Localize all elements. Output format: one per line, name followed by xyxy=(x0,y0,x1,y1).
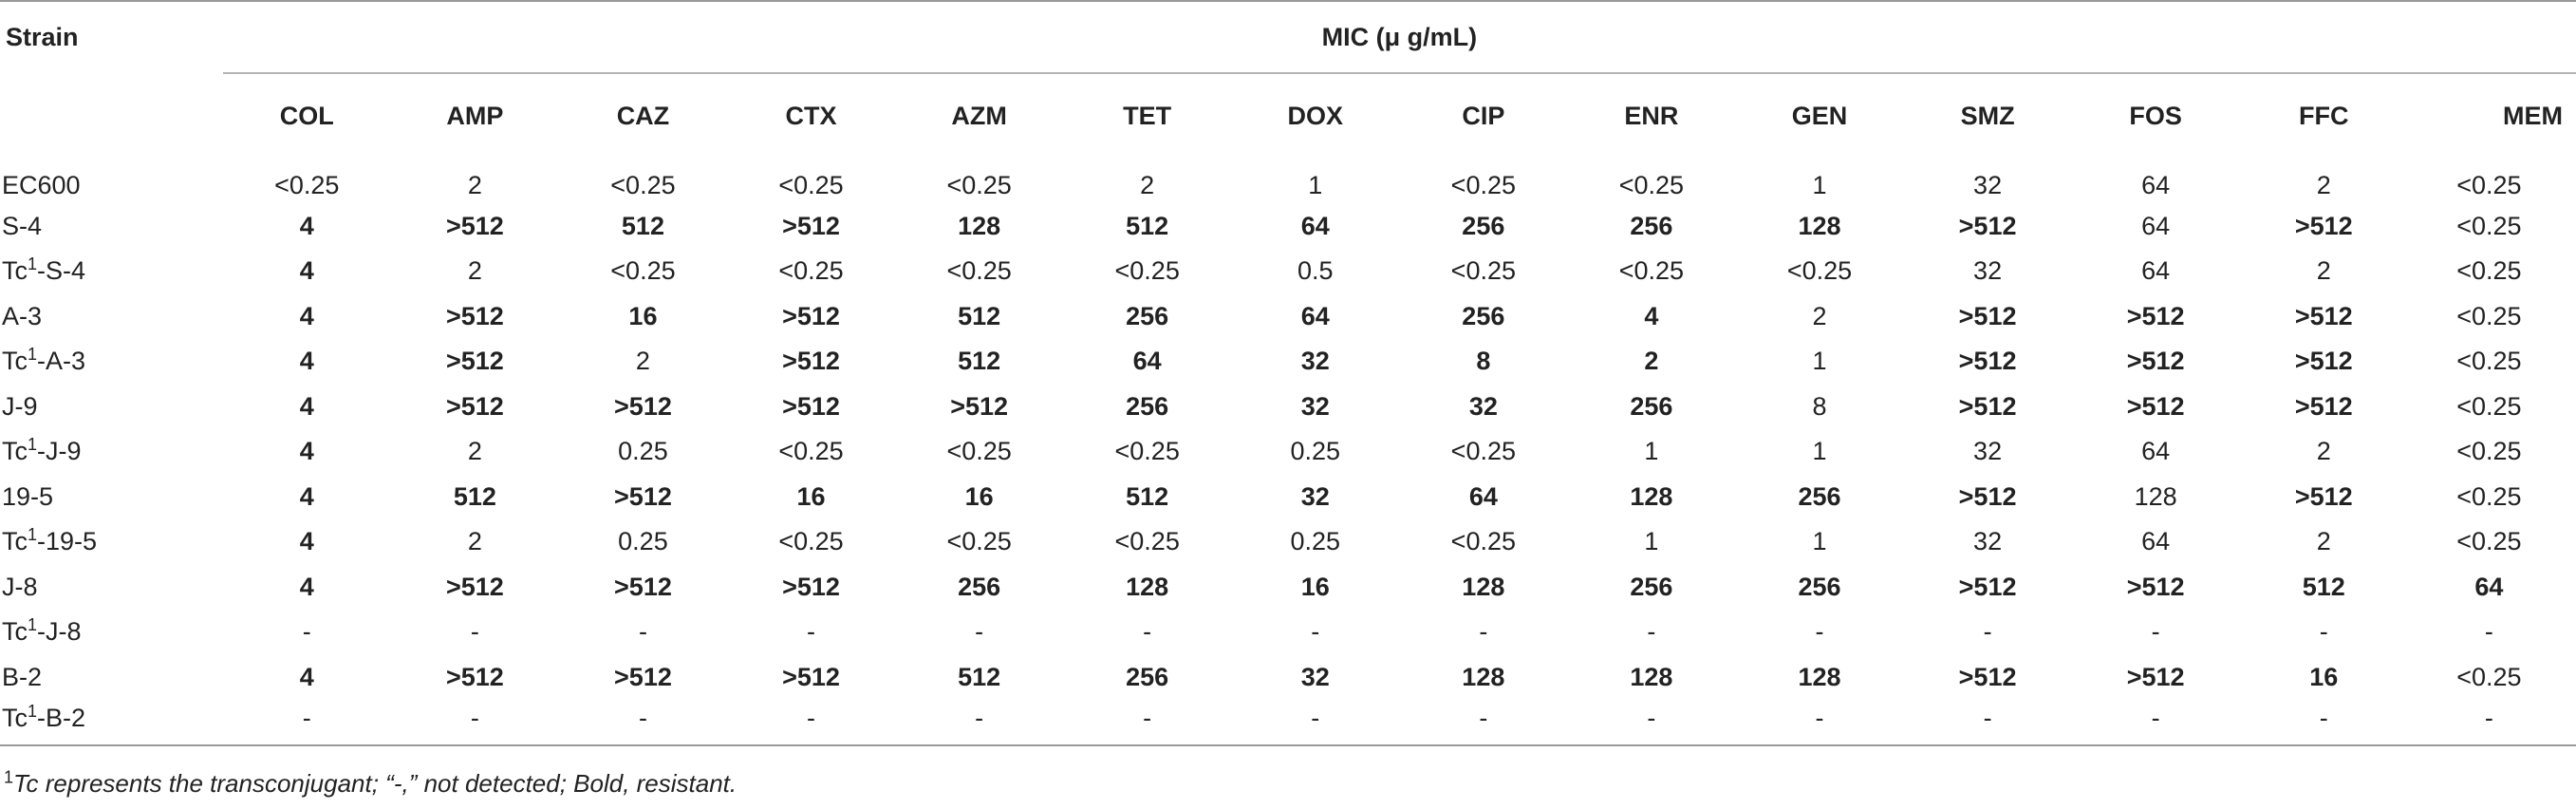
mic-value-gen: 128 xyxy=(1798,211,1841,240)
footnote-marker: 1 xyxy=(4,767,14,787)
table-row xyxy=(0,385,2576,430)
mic-value-smz: 32 xyxy=(1973,171,2003,200)
mic-value-ffc: 2 xyxy=(2316,437,2331,466)
mic-value-enr: <0.25 xyxy=(1618,256,1685,286)
mic-value-cip: - xyxy=(1479,703,1488,732)
mic-value-amp: - xyxy=(470,703,479,732)
table-row xyxy=(0,700,2576,745)
column-header-amp: AMP xyxy=(446,102,504,130)
mic-value-col: 4 xyxy=(299,347,314,376)
strain-cell xyxy=(0,610,223,655)
mic-value-caz: - xyxy=(638,703,647,732)
mic-value-mem: <0.25 xyxy=(2456,171,2522,200)
mic-value-mem: <0.25 xyxy=(2456,481,2522,511)
mic-value-cip: 8 xyxy=(1476,347,1491,376)
mic-value-ctx: >512 xyxy=(782,572,840,601)
mic-value-cip: 256 xyxy=(1462,211,1505,240)
mic-value-azm: - xyxy=(975,703,984,732)
mic-value-gen: <0.25 xyxy=(1786,256,1853,286)
mic-value-ffc: >512 xyxy=(2294,391,2353,421)
table-row xyxy=(0,159,2576,204)
mic-value-col: 4 xyxy=(299,572,314,601)
mic-value-col: 4 xyxy=(299,301,314,330)
mic-value-fos: 64 xyxy=(2141,437,2171,466)
column-header-mem: MEM xyxy=(2503,102,2563,130)
mic-value-fos: >512 xyxy=(2126,391,2185,421)
mic-value-smz: - xyxy=(1983,617,1992,647)
mic-value-caz: <0.25 xyxy=(610,171,676,200)
mic-value-amp: 2 xyxy=(467,171,482,200)
strain-name: -J-9 xyxy=(37,437,82,466)
strain-name: -J-8 xyxy=(37,617,82,647)
mic-value-ffc: >512 xyxy=(2294,301,2353,330)
strain-superscript: 1 xyxy=(28,615,38,635)
mic-value-ctx: <0.25 xyxy=(778,256,844,286)
mic-value-ffc: >512 xyxy=(2294,347,2353,376)
mic-value-mem: 64 xyxy=(2474,572,2504,601)
strain-name: -19-5 xyxy=(37,527,98,556)
mic-value-ffc: 16 xyxy=(2309,662,2339,691)
mic-value-dox: 0.25 xyxy=(1290,527,1341,556)
table-row xyxy=(0,475,2576,520)
mic-value-mem: <0.25 xyxy=(2456,301,2522,330)
mic-value-smz: >512 xyxy=(1958,347,2017,376)
strain-superscript: 1 xyxy=(28,435,38,455)
strain-name: 19-5 xyxy=(2,481,54,511)
mic-value-mem: - xyxy=(2484,703,2493,732)
mic-value-tet: 64 xyxy=(1132,347,1162,376)
mic-value-smz: >512 xyxy=(1958,301,2017,330)
mic-value-amp: 2 xyxy=(467,437,482,466)
mic-value-smz: >512 xyxy=(1958,391,2017,421)
mic-value-col: - xyxy=(302,617,311,647)
mic-value-gen: 2 xyxy=(1812,301,1827,330)
strain-cell xyxy=(0,385,223,430)
mic-value-tet: 256 xyxy=(1126,662,1169,691)
mic-value-caz: 512 xyxy=(621,211,664,240)
mic-value-ctx: <0.25 xyxy=(778,171,844,200)
mic-value-gen: 1 xyxy=(1812,527,1827,556)
mic-value-cip: - xyxy=(1479,617,1488,647)
mic-value-tet: <0.25 xyxy=(1114,256,1180,286)
strain-prefix: Tc xyxy=(2,347,28,376)
header-row-group xyxy=(0,1,2576,73)
column-header-tet: TET xyxy=(1123,102,1172,130)
mic-value-fos: 64 xyxy=(2141,211,2171,240)
strain-prefix: Tc xyxy=(2,527,28,556)
table-body xyxy=(0,159,2576,745)
mic-value-mem: <0.25 xyxy=(2456,347,2522,376)
mic-value-amp: 512 xyxy=(453,481,496,511)
mic-value-azm: <0.25 xyxy=(946,256,1012,286)
mic-value-enr: 256 xyxy=(1630,572,1673,601)
mic-value-smz: 32 xyxy=(1973,256,2003,286)
mic-value-azm: <0.25 xyxy=(946,171,1012,200)
mic-value-tet: 128 xyxy=(1126,572,1169,601)
mic-value-amp: >512 xyxy=(445,662,504,691)
mic-value-caz: >512 xyxy=(614,572,672,601)
mic-value-gen: 256 xyxy=(1798,481,1841,511)
mic-value-cip: <0.25 xyxy=(1450,527,1516,556)
mic-value-mem: - xyxy=(2484,617,2493,647)
table-row xyxy=(0,294,2576,340)
column-header-azm: AZM xyxy=(951,102,1007,130)
strain-name: -A-3 xyxy=(37,347,86,376)
mic-value-amp: 2 xyxy=(467,256,482,286)
mic-value-ctx: <0.25 xyxy=(778,437,844,466)
strain-cell xyxy=(0,655,223,701)
mic-value-fos: >512 xyxy=(2126,347,2185,376)
table-row xyxy=(0,519,2576,565)
mic-value-caz: 0.25 xyxy=(618,437,668,466)
mic-value-gen: 8 xyxy=(1812,391,1827,421)
mic-value-dox: 32 xyxy=(1300,347,1330,376)
column-header-col: COL xyxy=(279,102,334,130)
mic-value-azm: >512 xyxy=(950,391,1009,421)
strain-cell xyxy=(0,475,223,520)
strain-prefix: Tc xyxy=(2,256,28,286)
mic-value-azm: 16 xyxy=(964,481,994,511)
mic-value-col: 4 xyxy=(299,437,314,466)
strain-superscript: 1 xyxy=(28,254,38,274)
mic-value-amp: >512 xyxy=(445,572,504,601)
strain-name: -B-2 xyxy=(37,703,86,732)
mic-value-caz: <0.25 xyxy=(610,256,676,286)
header-row-antibiotics xyxy=(0,73,2576,159)
mic-value-azm: <0.25 xyxy=(946,437,1012,466)
mic-value-ctx: 16 xyxy=(796,481,826,511)
strain-cell xyxy=(0,519,223,565)
mic-value-ffc: - xyxy=(2319,617,2328,647)
mic-value-mem: <0.25 xyxy=(2456,391,2522,421)
mic-value-gen: - xyxy=(1815,703,1824,732)
column-header-ffc: FFC xyxy=(2298,102,2349,130)
mic-value-fos: >512 xyxy=(2126,572,2185,601)
strain-prefix: Tc xyxy=(2,703,28,732)
strain-superscript: 1 xyxy=(28,345,38,365)
column-header-enr: ENR xyxy=(1624,102,1679,130)
mic-value-col: 4 xyxy=(299,481,314,511)
mic-value-cip: <0.25 xyxy=(1450,256,1516,286)
mic-value-caz: >512 xyxy=(614,391,672,421)
strain-superscript: 1 xyxy=(28,701,38,721)
mic-value-ffc: 2 xyxy=(2316,256,2331,286)
mic-value-ctx: <0.25 xyxy=(778,527,844,556)
footnote xyxy=(4,769,737,799)
mic-value-dox: 64 xyxy=(1300,301,1330,330)
strain-cell xyxy=(0,204,223,250)
mic-value-dox: 32 xyxy=(1300,391,1330,421)
strain-cell xyxy=(0,294,223,340)
mic-value-smz: 32 xyxy=(1973,527,2003,556)
mic-value-col: 4 xyxy=(299,256,314,286)
mic-value-cip: 256 xyxy=(1462,301,1505,330)
mic-value-tet: 256 xyxy=(1126,301,1169,330)
mic-value-ctx: >512 xyxy=(782,662,840,691)
mic-value-dox: 32 xyxy=(1300,481,1330,511)
mic-value-enr: 4 xyxy=(1644,301,1659,330)
strain-header-spacer xyxy=(0,73,223,159)
mic-value-mem: <0.25 xyxy=(2456,662,2522,691)
strain-superscript: 1 xyxy=(28,525,38,545)
strain-name: EC600 xyxy=(2,171,81,200)
mic-value-ctx: - xyxy=(807,703,816,732)
column-header-fos: FOS xyxy=(2129,102,2182,130)
strain-cell xyxy=(0,700,223,745)
strain-cell xyxy=(0,565,223,611)
mic-value-tet: <0.25 xyxy=(1114,527,1180,556)
table-row xyxy=(0,429,2576,475)
strain-prefix: Tc xyxy=(2,437,28,466)
mic-value-enr: - xyxy=(1647,703,1656,732)
mic-value-azm: <0.25 xyxy=(946,527,1012,556)
mic-value-amp: >512 xyxy=(445,391,504,421)
strain-cell xyxy=(0,429,223,475)
mic-value-dox: 32 xyxy=(1300,662,1330,691)
mic-value-fos: >512 xyxy=(2126,662,2185,691)
mic-value-ctx: - xyxy=(807,617,816,647)
mic-value-cip: 128 xyxy=(1462,662,1505,691)
table-row xyxy=(0,610,2576,655)
mic-value-enr: 256 xyxy=(1630,391,1673,421)
table-row xyxy=(0,339,2576,385)
mic-value-gen: - xyxy=(1815,617,1824,647)
strain-name: J-9 xyxy=(2,391,38,421)
mic-value-dox: 16 xyxy=(1300,572,1330,601)
mic-value-cip: <0.25 xyxy=(1450,437,1516,466)
mic-value-tet: 2 xyxy=(1140,171,1155,200)
mic-value-enr: <0.25 xyxy=(1618,171,1685,200)
mic-value-amp: >512 xyxy=(445,211,504,240)
mic-value-amp: >512 xyxy=(445,301,504,330)
mic-value-dox: 64 xyxy=(1300,211,1330,240)
mic-value-col: 4 xyxy=(299,211,314,240)
mic-value-ctx: >512 xyxy=(782,211,840,240)
mic-value-ffc: >512 xyxy=(2294,481,2353,511)
column-header-ctx: CTX xyxy=(785,102,837,130)
mic-value-tet: 256 xyxy=(1126,391,1169,421)
mic-value-gen: 128 xyxy=(1798,662,1841,691)
mic-value-cip: 128 xyxy=(1462,572,1505,601)
mic-value-dox: - xyxy=(1311,617,1320,647)
table-row xyxy=(0,204,2576,250)
mic-value-fos: >512 xyxy=(2126,301,2185,330)
column-header-dox: DOX xyxy=(1287,102,1344,130)
mic-value-mem: <0.25 xyxy=(2456,437,2522,466)
mic-value-gen: 1 xyxy=(1812,347,1827,376)
column-header-smz: SMZ xyxy=(1960,102,2015,130)
mic-value-fos: 128 xyxy=(2134,481,2177,511)
mic-value-caz: 16 xyxy=(628,301,658,330)
strain-name: -S-4 xyxy=(37,256,86,286)
mic-value-enr: 2 xyxy=(1644,347,1659,376)
mic-value-gen: 1 xyxy=(1812,437,1827,466)
mic-value-enr: 256 xyxy=(1630,211,1673,240)
mic-value-cip: 64 xyxy=(1468,481,1498,511)
mic-value-ctx: >512 xyxy=(782,347,840,376)
mic-value-tet: 512 xyxy=(1126,481,1169,511)
mic-value-cip: <0.25 xyxy=(1450,171,1516,200)
mic-value-azm: 512 xyxy=(958,662,1001,691)
strain-cell xyxy=(0,339,223,385)
footnote-text: Tc represents the transconjugant; “-,” not detected; Bold, resistant. xyxy=(13,769,737,798)
strain-name: B-2 xyxy=(2,662,43,691)
mic-value-gen: 1 xyxy=(1812,171,1827,200)
mic-value-dox: 0.5 xyxy=(1297,256,1334,286)
mic-value-amp: >512 xyxy=(445,347,504,376)
mic-value-azm: 512 xyxy=(958,301,1001,330)
mic-value-tet: <0.25 xyxy=(1114,437,1180,466)
mic-value-enr: 1 xyxy=(1644,437,1659,466)
mic-value-azm: 256 xyxy=(958,572,1001,601)
mic-value-gen: 256 xyxy=(1798,572,1841,601)
mic-value-caz: >512 xyxy=(614,662,672,691)
mic-value-col: 4 xyxy=(299,391,314,421)
mic-value-ffc: 2 xyxy=(2316,527,2331,556)
mic-value-ffc: - xyxy=(2319,703,2328,732)
mic-value-tet: - xyxy=(1143,617,1152,647)
mic-value-azm: 128 xyxy=(958,211,1001,240)
mic-value-fos: 64 xyxy=(2141,256,2171,286)
mic-value-smz: >512 xyxy=(1958,481,2017,511)
mic-value-azm: - xyxy=(975,617,984,647)
mic-value-enr: - xyxy=(1647,617,1656,647)
mic-value-tet: - xyxy=(1143,703,1152,732)
mic-value-smz: >512 xyxy=(1958,662,2017,691)
column-header-caz: CAZ xyxy=(616,102,670,130)
mic-group-header: MIC (μ g/mL) xyxy=(223,1,2576,73)
mic-value-mem: <0.25 xyxy=(2456,527,2522,556)
strain-cell xyxy=(0,249,223,294)
strain-prefix: Tc xyxy=(2,617,28,647)
mic-value-ctx: >512 xyxy=(782,391,840,421)
mic-value-ffc: >512 xyxy=(2294,211,2353,240)
strain-name: J-8 xyxy=(2,572,38,601)
mic-value-col: 4 xyxy=(299,527,314,556)
mic-value-fos: 64 xyxy=(2141,171,2171,200)
mic-value-smz: >512 xyxy=(1958,572,2017,601)
mic-value-ctx: >512 xyxy=(782,301,840,330)
mic-value-col: 4 xyxy=(299,662,314,691)
mic-value-dox: 1 xyxy=(1308,171,1323,200)
mic-value-smz: 32 xyxy=(1973,437,2003,466)
table-row xyxy=(0,565,2576,611)
mic-value-smz: >512 xyxy=(1958,211,2017,240)
mic-value-dox: 0.25 xyxy=(1290,437,1341,466)
mic-value-cip: 32 xyxy=(1468,391,1498,421)
mic-value-caz: 2 xyxy=(635,347,650,376)
mic-value-ffc: 512 xyxy=(2302,572,2345,601)
mic-value-enr: 1 xyxy=(1644,527,1659,556)
mic-value-caz: 0.25 xyxy=(618,527,668,556)
mic-value-enr: 128 xyxy=(1630,481,1673,511)
strain-name: S-4 xyxy=(2,211,43,240)
mic-value-mem: <0.25 xyxy=(2456,256,2522,286)
strain-column-header: Strain xyxy=(0,1,223,73)
strain-cell xyxy=(0,159,223,204)
mic-value-dox: - xyxy=(1311,703,1320,732)
mic-value-mem: <0.25 xyxy=(2456,211,2522,240)
mic-value-enr: 128 xyxy=(1630,662,1673,691)
mic-value-fos: - xyxy=(2151,703,2160,732)
mic-value-caz: - xyxy=(638,617,647,647)
mic-value-amp: 2 xyxy=(467,527,482,556)
table-row xyxy=(0,655,2576,701)
strain-name: A-3 xyxy=(2,301,43,330)
mic-value-azm: 512 xyxy=(958,347,1001,376)
mic-value-fos: 64 xyxy=(2141,527,2171,556)
mic-value-ffc: 2 xyxy=(2316,171,2331,200)
mic-value-col: - xyxy=(302,703,311,732)
mic-value-caz: >512 xyxy=(614,481,672,511)
table-row xyxy=(0,249,2576,294)
column-header-gen: GEN xyxy=(1791,102,1848,130)
mic-value-col: <0.25 xyxy=(274,171,340,200)
mic-value-amp: - xyxy=(470,617,479,647)
mic-value-smz: - xyxy=(1983,703,1992,732)
mic-value-fos: - xyxy=(2151,617,2160,647)
column-header-cip: CIP xyxy=(1462,102,1505,130)
mic-value-tet: 512 xyxy=(1126,211,1169,240)
